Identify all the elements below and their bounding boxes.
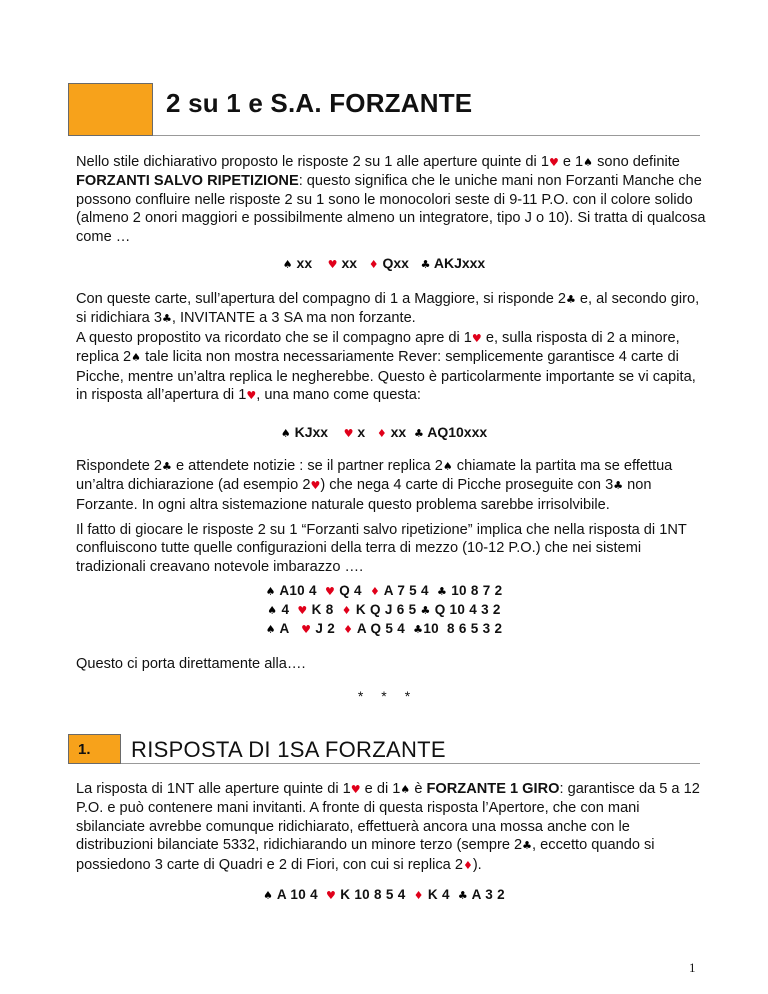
hand-spades: A10 4 [279, 583, 317, 598]
paragraph-4: Il fatto di giocare le risposte 2 su 1 “Forzanti salvo ripetizione” implica che nella risposta di 1NT confluiscono tutte quelle configurazioni della terra di mezzo (10-12 P.O.) che nei sistemi tradizionali creavano notevole imbarazzo …. [76, 522, 687, 575]
hand-example-1 [0, 254, 768, 274]
diamond-icon: ♦ [376, 427, 387, 440]
text-run: : questo significa che le uniche mani non Forzanti Manche che possono confluire nelle risposte 2 su 1 sono le monocolori seste di 9-11 P.O. con il colore solido (almeno 2 onori maggiori e possibilmente almeno un integratore, tipo J o 10). Si tratta di qualcosa come … [76, 173, 706, 245]
heart-icon: ♥ [471, 331, 482, 345]
hand-spades: 4 [281, 602, 290, 617]
heart-icon: ♥ [326, 889, 337, 902]
spade-icon: ♠ [265, 623, 276, 636]
section-number: 1. [78, 741, 91, 758]
text-run: A questo propostito va ricordato che se il compagno apre di 1 [76, 329, 472, 346]
bold-text: FORZANTE 1 GIRO [426, 781, 560, 797]
heart-icon: ♥ [548, 156, 559, 169]
text-run: ). [472, 856, 482, 873]
club-icon: ♣ [420, 258, 431, 271]
hand-clubs: AKJxxx [433, 255, 486, 271]
text-run: chiamate la partita ma se effettua un’altra dichiarazione (ad esempio 2 [76, 458, 673, 494]
hand-spades: A [279, 621, 289, 636]
spade-icon: ♠ [442, 460, 453, 473]
text-run: sono definite [593, 154, 680, 170]
text-run: è [410, 781, 427, 797]
club-icon: ♣ [457, 889, 469, 902]
heart-icon: ♥ [324, 585, 336, 598]
text-run: non Forzante. In ogni altra sistemazione naturale questo problema sarebbe irrisolvibile. [76, 477, 652, 513]
hand-example-4 [0, 886, 768, 905]
separator-star: * [381, 688, 387, 704]
hand-spades: A 10 4 [276, 887, 318, 902]
section-separator [0, 688, 768, 704]
hand-example-3b [0, 601, 768, 620]
text-run: Con queste carte, sull’apertura del compagno di 1 a Maggiore, si risponde 2 [76, 291, 566, 307]
hand-example-3a [0, 582, 768, 601]
diamond-icon: ♦ [369, 585, 381, 598]
text-run: Nello stile dichiarativo proposto le risposte 2 su 1 alle aperture quinte di 1 [76, 154, 549, 170]
diamond-icon: ♦ [341, 604, 352, 617]
hand-diamonds: Qxx [382, 255, 409, 271]
spade-icon: ♠ [400, 783, 411, 796]
hand-diamonds: K 4 [427, 887, 450, 902]
title-accent-box [68, 83, 153, 136]
paragraph-6 [76, 780, 706, 875]
diamond-icon: ♦ [368, 258, 379, 271]
text-run: ) che nega 4 carte di Picche proseguite con 3 [320, 477, 614, 494]
hand-spades: xx [296, 255, 313, 271]
spade-icon: ♠ [267, 604, 278, 617]
club-icon: ♣ [162, 460, 172, 473]
heart-icon: ♥ [297, 604, 308, 617]
hand-example-3c [0, 620, 768, 639]
title-divider [153, 135, 700, 136]
hand-diamonds: K Q J 6 5 [355, 602, 417, 617]
page-title: 2 su 1 e S.A. FORZANTE [166, 88, 473, 118]
hand-hearts: K 8 [311, 602, 334, 617]
text-run: , INVITANTE a 3 SA ma non forzante. [171, 310, 416, 327]
hand-clubs: Q 10 4 3 2 [434, 602, 501, 617]
hand-clubs: A 3 2 [471, 887, 505, 902]
hand-diamonds: A 7 5 4 [383, 583, 429, 598]
club-icon: ♣ [436, 585, 448, 598]
club-icon: ♣ [413, 623, 424, 636]
paragraph-5: Questo ci porta direttamente alla…. [76, 656, 306, 672]
heart-icon: ♥ [301, 623, 312, 636]
spade-icon: ♠ [583, 156, 594, 169]
hand-hearts: K 10 8 5 4 [340, 887, 406, 902]
paragraph-3 [76, 457, 706, 514]
heart-icon: ♥ [310, 479, 321, 493]
spade-icon: ♠ [280, 427, 291, 440]
hand-hearts: x [357, 424, 366, 440]
heart-icon: ♥ [350, 783, 361, 796]
section-title: RISPOSTA DI 1SA FORZANTE [131, 737, 446, 762]
spade-icon: ♠ [263, 889, 274, 902]
section-divider [121, 763, 700, 764]
hand-diamonds: xx [390, 424, 407, 440]
diamond-icon: ♦ [462, 858, 473, 872]
section-number-box [68, 734, 121, 764]
text-run: : garantisce da 5 a 12 P.O. e può contenere mani invitanti. A fronte di questa risposta l’Apertore, che con mani sbilanciate avrebbe comunque ridichiarato, effettuerà ancora una mossa anche con le distribuzioni bilanciate 5332, ridichiarando un minore terzo (sempre 2 [76, 781, 700, 854]
heart-icon: ♥ [327, 258, 338, 271]
hand-hearts: Q 4 [339, 583, 362, 598]
text-run: e attendete notizie : se il partner replica 2 [171, 458, 443, 474]
text-run: e 1 [558, 154, 584, 170]
spade-icon: ♠ [265, 585, 276, 598]
hand-diamonds: A Q 5 4 [356, 621, 406, 636]
heart-icon: ♥ [343, 427, 354, 440]
hand-clubs: AQ10xxx [427, 424, 488, 440]
club-icon: ♣ [613, 479, 624, 493]
diamond-icon: ♦ [343, 623, 354, 636]
text-run: , una mano come questa: [256, 387, 421, 404]
text-run: , eccetto quando si possiedono 3 carte di Quadri e 2 di Fiori, con cui si replica 2 [76, 837, 655, 873]
club-icon: ♣ [566, 293, 576, 306]
club-icon: ♣ [413, 427, 424, 440]
spade-icon: ♠ [282, 258, 293, 271]
text-run: Rispondete 2 [76, 458, 163, 474]
club-icon: ♣ [161, 312, 172, 326]
text-run: tale licita non mostra necessariamente Rever: semplicemente garantisce 4 carte di Picche, mentre un’altra replica le negherebbe. Questo è particolarmente importante se vi capita, in risposta all’apertura di 1 [76, 349, 696, 404]
text-run: e, al secondo giro, si ridichiara 3 [76, 291, 700, 327]
text-run: e, sulla risposta di 2 a minore, replica 2 [76, 329, 680, 366]
paragraph-2 [76, 290, 706, 405]
diamond-icon: ♦ [413, 889, 424, 902]
page-number: 1 [689, 960, 696, 975]
separator-star: * [357, 688, 364, 704]
hand-spades: KJxx [294, 424, 329, 440]
hand-hearts: J 2 [315, 621, 336, 636]
hand-clubs: 10 8 6 5 3 2 [423, 621, 503, 636]
heart-icon: ♥ [246, 389, 257, 403]
hand-example-2 [0, 423, 768, 443]
bold-text: FORZANTI SALVO RIPETIZIONE [76, 173, 299, 190]
text-run: e di 1 [360, 781, 401, 797]
club-icon: ♣ [522, 839, 533, 853]
intro-paragraph [76, 153, 706, 246]
hand-hearts: xx [341, 255, 358, 271]
text-run: La risposta di 1NT alle aperture quinte di 1 [76, 781, 351, 797]
club-icon: ♣ [420, 604, 431, 617]
separator-star: * [404, 688, 411, 704]
hand-clubs: 10 8 7 2 [451, 583, 503, 598]
spade-icon: ♠ [131, 351, 142, 365]
